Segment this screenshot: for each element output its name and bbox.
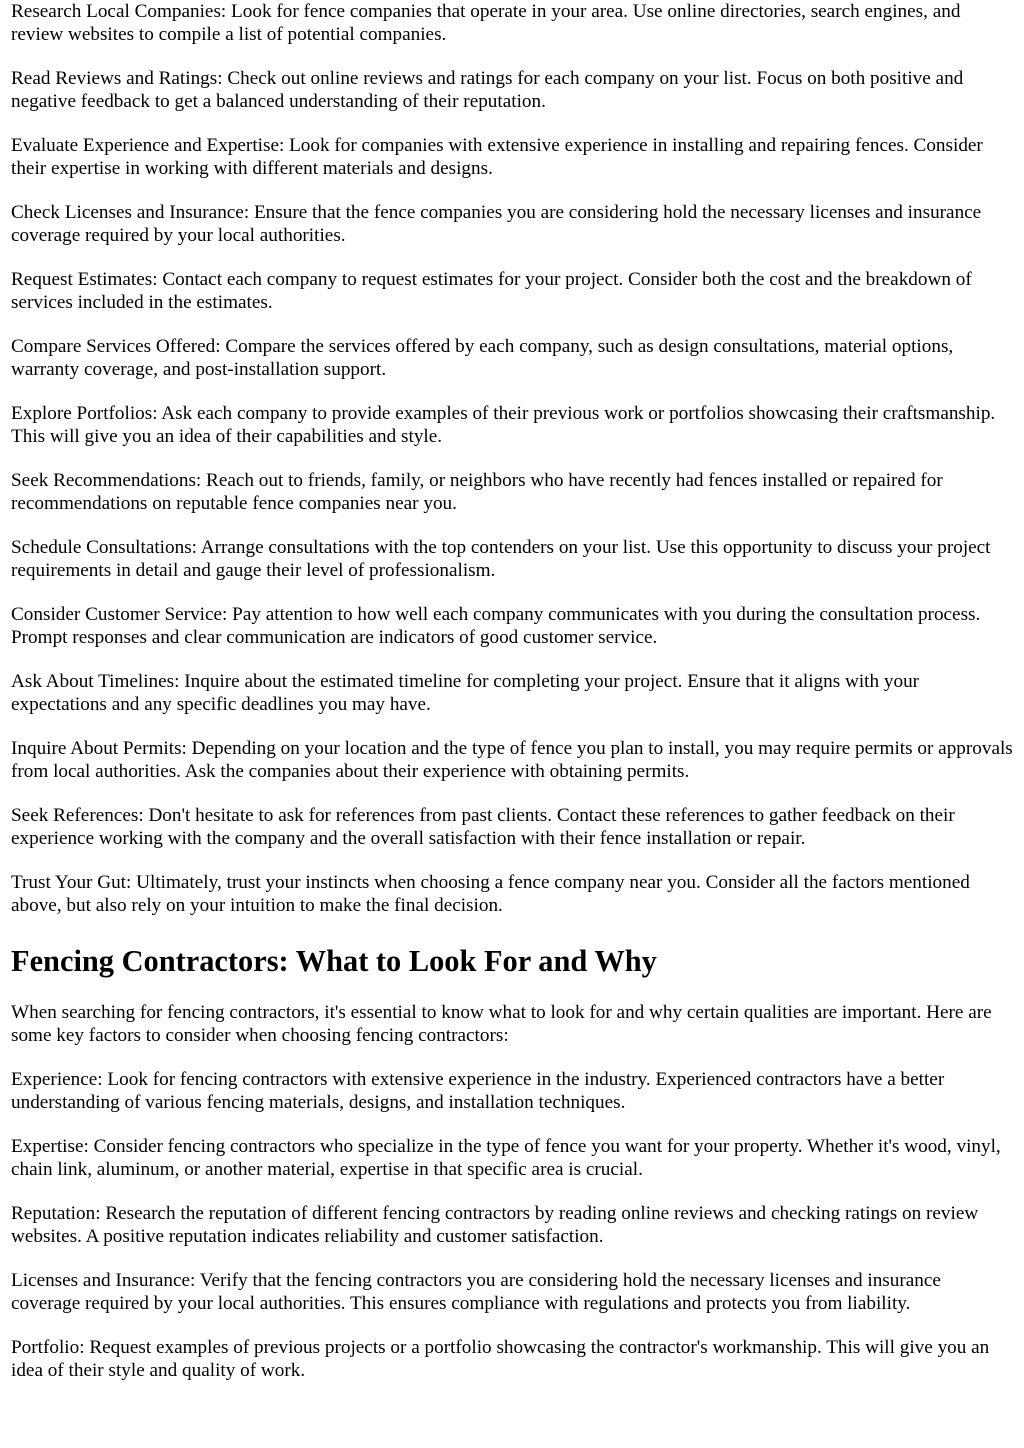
tip-explore-portfolios: Explore Portfolios: Ask each company to provide examples of their previous work or portfolios showcasing their craftsmanship. This will give you an idea of their capabilities and style.: [11, 403, 996, 447]
factor-licenses-insurance: Licenses and Insurance: Verify that the fencing contractors you are considering hold the necessary licenses and insurance coverage required by your local authorities. This ensures compliance with regulations and protects you from liability.: [11, 1270, 941, 1314]
section-heading: Fencing Contractors: What to Look For and Why: [11, 944, 657, 978]
tip-request-estimates: Request Estimates: Contact each company to request estimates for your project. Consider both the cost and the breakdown of services included in the estimates.: [11, 269, 972, 313]
tip-evaluate-experience: Evaluate Experience and Expertise: Look for companies with extensive experience in installing and repairing fences. Consider their expertise in working with different materials and designs.: [11, 135, 983, 179]
tip-trust-your-gut: Trust Your Gut: Ultimately, trust your instincts when choosing a fence company near you. Consider all the factors mentioned above, but also rely on your intuition to make the final decision.: [11, 872, 970, 916]
tip-schedule-consultations: Schedule Consultations: Arrange consultations with the top contenders on your list. Use this opportunity to discuss your project requirements in detail and gauge their level of professionalism.: [11, 537, 991, 581]
factor-reputation: Reputation: Research the reputation of different fencing contractors by reading online reviews and checking ratings on review websites. A positive reputation indicates reliability and customer satisfaction.: [11, 1203, 979, 1247]
tip-compare-services: Compare Services Offered: Compare the services offered by each company, such as design consultations, material options, warranty coverage, and post-installation support.: [11, 336, 954, 380]
contractors-intro: When searching for fencing contractors, it's essential to know what to look for and why certain qualities are important. Here are some key factors to consider when choosing fencing contractors:: [11, 1002, 992, 1046]
tip-check-licenses: Check Licenses and Insurance: Ensure that the fence companies you are considering hold the necessary licenses and insurance coverage required by your local authorities.: [11, 202, 982, 246]
factor-portfolio: Portfolio: Request examples of previous projects or a portfolio showcasing the contractor's workmanship. This will give you an idea of their style and quality of work.: [11, 1337, 990, 1381]
tip-seek-references: Seek References: Don't hesitate to ask for references from past clients. Contact these references to gather feedback on their experience working with the company and the overall satisfaction with their fence installation or repair.: [11, 805, 955, 849]
factor-experience: Experience: Look for fencing contractors with extensive experience in the industry. Experienced contractors have a better understanding of various fencing materials, designs, and installation techniques.: [11, 1069, 945, 1113]
fence-company-tips-section: [11, 0, 1013, 917]
tip-read-reviews: Read Reviews and Ratings: Check out online reviews and ratings for each company on your list. Focus on both positive and negative feedback to get a balanced understanding of their reputation.: [11, 68, 964, 112]
factor-expertise: Expertise: Consider fencing contractors who specialize in the type of fence you want for your property. Whether it's wood, vinyl, chain link, aluminum, or another material, expertise in that specific area is crucial.: [11, 1136, 1001, 1180]
tip-inquire-permits: Inquire About Permits: Depending on your location and the type of fence you plan to install, you may require permits or approvals from local authorities. Ask the companies about their experience with obtaining permits.: [11, 738, 1013, 782]
tip-ask-timelines: Ask About Timelines: Inquire about the estimated timeline for completing your project. Ensure that it aligns with your expectations and any specific deadlines you may have.: [11, 671, 920, 715]
tip-customer-service: Consider Customer Service: Pay attention to how well each company communicates with you during the consultation process. Prompt responses and clear communication are indicators of good customer service.: [11, 604, 981, 648]
tip-seek-recommendations: Seek Recommendations: Reach out to friends, family, or neighbors who have recently had fences installed or repaired for recommendations on reputable fence companies near you.: [11, 470, 943, 514]
tip-research-local-companies: Research Local Companies: Look for fence companies that operate in your area. Use online directories, search engines, and review websites to compile a list of potential companies.: [11, 1, 961, 45]
fencing-contractors-section: [11, 943, 1013, 1382]
